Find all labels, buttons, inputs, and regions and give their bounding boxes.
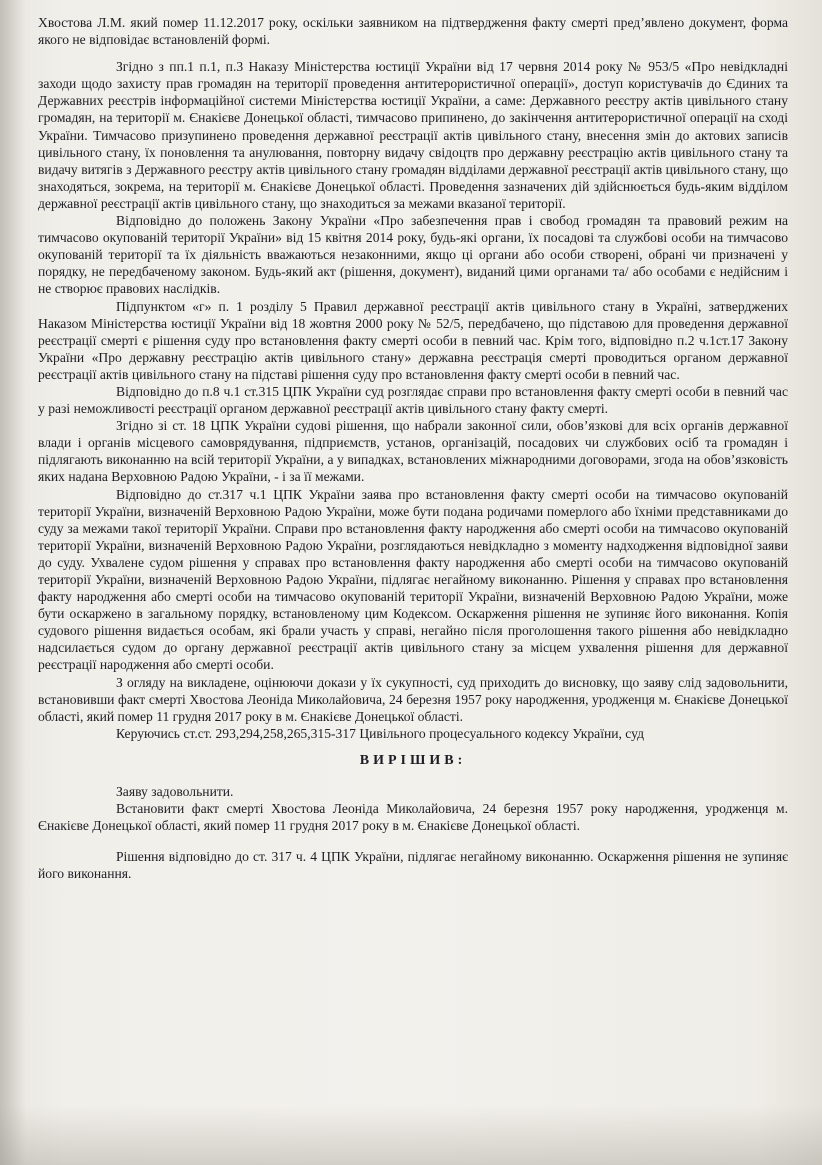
- document-body: [38, 14, 788, 883]
- page-bottom-shadow: [0, 1105, 822, 1165]
- page-edge-shadow: [0, 0, 26, 1165]
- paragraph-conclusion: З огляду на викладене, оцінюючи докази у їх сукупності, суд приходить до висновку, що заяву слід задовольнити, встановивши факт смерті Хвостова Леоніда Миколайовича, 24 березня 1957 року народження, уродженця м. Єнакієве Донецької області, який помер 11 грудня 2017 року в м. Єнакієве Донецької області.: [38, 674, 788, 724]
- paragraph-guided-by: Керуючись ст.ст. 293,294,258,265,315-317 Цивільного процесуального кодексу України, суд: [116, 725, 645, 741]
- decision-establish-fact: Встановити факт смерті Хвостова Леоніда Миколайовича, 24 березня 1957 року народження, уродженця м. Єнакієве Донецької області, який помер 11 грудня 2017 року в м. Єнакієве Донецької області.: [38, 801, 788, 834]
- paragraph-intro: Хвостова Л.М. який помер 11.12.2017 року, оскільки заявником на підтвердження факту смерті пред’явлено документ, форма якого не відповідає встановленій формі.: [38, 15, 788, 48]
- paragraph-article-317: Відповідно до ст.317 ч.1 ЦПК України заява про встановлення факту смерті особи на тимчасово окупованій території України, визначеній Верховною Радою України, може бути подана родичами померлого або їхніми представниками до суду за межами такої території України. Справи про встановлення факту народження або смерті особи на тимчасово окупованій території України, визначеній Верховною Радою України, розглядаються невідкладно з моменту надходження відповідної заяви до суду. Ухвалене судом рішення у справах про встановлення факту народження або смерті особи на тимчасово окупованій території України, визначеній Верховною Радою України, підлягає негайному виконанню. Рішення у справах про встановлення факту народження або смерті особи на тимчасово окупованій території України, визначеній Верховною Радою України, може бути оскаржено в загальному порядку, встановленому цим Кодексом. Оскарження рішення не зупиняє його виконання. Копія судового рішення видається особам, які брали участь у справі, негайно після проголошення такого рішення або невідкладно надсилається судом до органу державної реєстрації актів цивільного стану за місцем ухвалення рішення для державної реєстрації народження або смерті особи.: [38, 486, 788, 673]
- paragraph-registration-rules: Підпунктом «г» п. 1 розділу 5 Правил державної реєстрації актів цивільного стану в Україні, затверджених Наказом Міністерства юстиції України від 18 жовтня 2000 року № 52/5, передбачено, що підставою для проведення державної реєстрації смерті є рішення суду про встановлення факту смерті особи в певний час. Крім того, відповідно п.2 ч.1ст.17 Закону України «Про державну реєстрацію актів цивільного стану» державна реєстрація смерті проводиться органом державної реєстрації актів цивільного стану на підставі рішення суду про встановлення факту смерті особи в певний час.: [38, 298, 788, 382]
- paragraph-article-18: Згідно зі ст. 18 ЦПК України судові рішення, що набрали законної сили, обов’язкові для всіх органів державної влади і органів місцевого самоврядування, підприємств, установ, організацій, посадових чи службових осіб та громадян і підлягають виконанню на всій території України, а у випадках, встановлених міжнародними договорами, згода на обов’язковість яких надана Верховною Радою України, - і за її межами.: [38, 418, 788, 485]
- decision-grant: Заяву задовольнити.: [116, 784, 234, 800]
- decision-immediate-execution: Рішення відповідно до ст. 317 ч. 4 ЦПК України, підлягає негайному виконанню. Оскарження рішення не зупиняє його виконання.: [38, 849, 788, 882]
- paragraph-ministry-order: Згідно з пп.1 п.1, п.3 Наказу Міністерства юстиції України від 17 червня 2014 року № 953/5 «Про невідкладні заходи щодо захисту прав громадян на території проведення антитерористичної операції», доступ користувачів до Єдиних та Державних реєстрів інформаційної системи Міністерства юстиції України, а саме: Державного реєстру актів цивільного стану громадян, на території м. Єнакієве Донецької області, тимчасово припинено, до закінчення антитерористичної операції на сході України. Тимчасово призупинено проведення державної реєстрації актів цивільного стану, внесення змін до актових записів цивільного стану, їх поновлення та анулювання, повторну видачу свідоцтв про державну реєстрацію актів цивільного стану та видачу витягів з Державного реєстру актів цивільного стану громадян відділами державної реєстрації актів цивільного стану, що знаходяться, зокрема, на території м. Єнакієве Донецької області. Проведення зазначених дій здійснюється будь-яким відділом державної реєстрації актів цивільного стану, що знаходиться за межами вказаної території.: [38, 59, 788, 211]
- paragraph-article-315: Відповідно до п.8 ч.1 ст.315 ЦПК України суд розглядає справи про встановлення факту смерті особи в певний час у разі неможливості реєстрації органом державної реєстрації актів цивільного стану факту смерті.: [38, 383, 788, 417]
- paragraph-occupied-territory-law: Відповідно до положень Закону України «Про забезпечення прав і свобод громадян та правовий режим на тимчасово окупованій території України» від 15 квітня 2014 року, будь-які органи, їх посадові та службові особи на тимчасово окупованій території та їх діяльність вважаються незаконними, якщо ці органи або особи створені, обрані чи призначені у порядку, не передбаченому законом. Будь-який акт (рішення, документ), виданий цими органами та/ або особами є недійсним і не створює правових наслідків.: [38, 213, 788, 297]
- decision-heading: ВИРІШИВ:: [359, 752, 467, 768]
